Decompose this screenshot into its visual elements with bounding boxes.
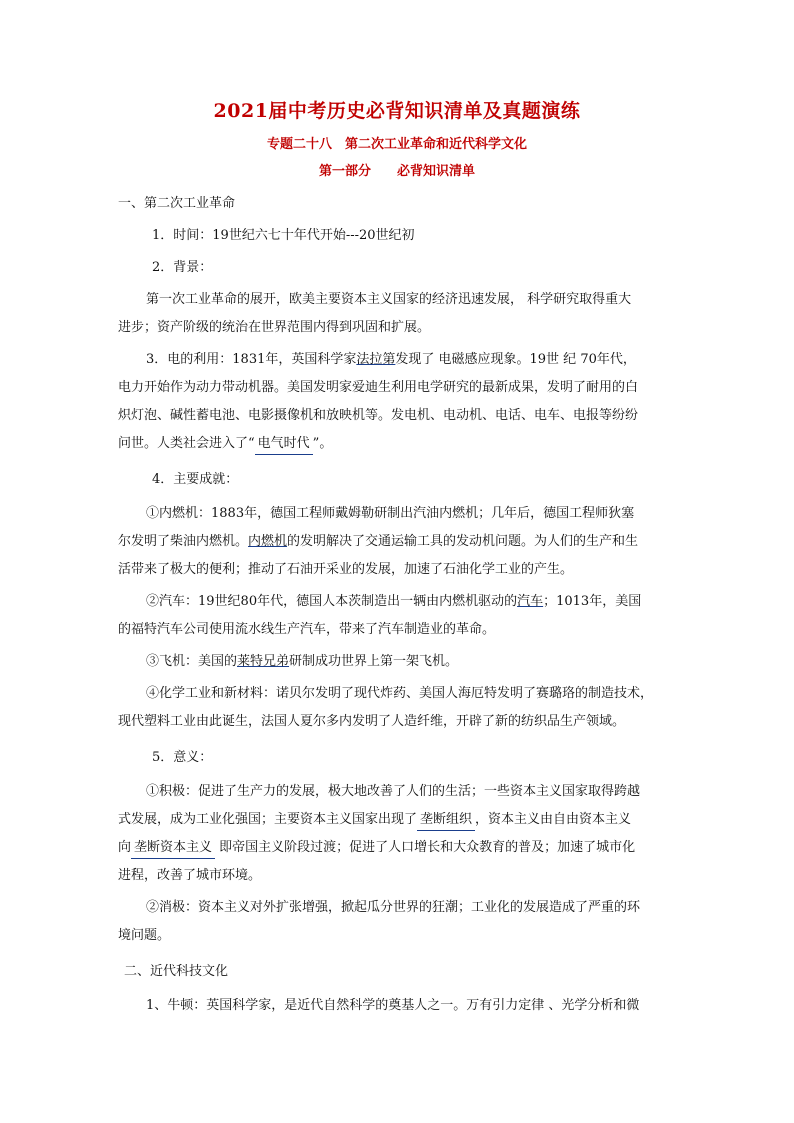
keyword-faraday: 法拉第	[356, 352, 396, 367]
section-heading-2: 二、近代科技文化	[124, 964, 229, 979]
paragraph-newton-line1: 1、牛顿：英国科学家，是近代自然科学的奠基人之一。万有引力定律 、光学分析和微	[146, 998, 640, 1013]
paragraph-time: 1．时间：19世纪六七十年代开始---20世纪初	[152, 228, 415, 243]
paragraph-airplane: ③飞机：美国的莱特兄弟研制成功世界上第一架飞机。	[146, 654, 459, 669]
paragraph-engine-line2: 尔发明了柴油内燃机。内燃机的发明解决了交通运输工具的发动机问题。为人们的生产和生	[118, 534, 639, 549]
keyword-wright-brothers: 莱特兄弟	[237, 654, 290, 669]
paragraph-electricity-line2: 电力开始作为动力带动机器。美国发明家爱迪生利用电学研究的最新成果，发明了耐用的白	[118, 380, 639, 395]
part-heading	[0, 160, 794, 179]
keyword-electric-age: 电气时代	[255, 434, 313, 455]
paragraph-background-line1: 第一次工业革命的展开，欧美主要资本主义国家的经济迅速发展， 科学研究取得重大	[146, 292, 632, 307]
keyword-engine: 内燃机	[248, 534, 288, 549]
paragraph-chemistry-line2: 现代塑料工业由此诞生，法国人夏尔多内发明了人造纤维，开辟了新的纺织品生产领域。	[118, 714, 626, 729]
document-title: 2021届中考历史必背知识清单及真题演练	[213, 100, 581, 122]
keyword-car: 汽车	[517, 594, 544, 609]
part-name: 必背知识清单	[397, 164, 476, 179]
paragraph-negative-line1: ②消极：资本主义对外扩张增强，掀起瓜分世界的狂潮；工业化的发展造成了严重的环	[146, 900, 641, 915]
paragraph-background-line2: 进步；资产阶级的统治在世界范围内得到巩固和扩展。	[118, 320, 431, 335]
paragraph-chemistry-line1: ④化学工业和新材料：诺贝尔发明了现代炸药、美国人海厄特发明了赛璐珞的制造技术，	[146, 686, 654, 701]
paragraph-positive-line1: ①积极：促进了生产力的发展，极大地改善了人们的生活；一些资本主义国家取得跨越	[146, 784, 641, 799]
paragraph-car-line2: 的福特汽车公司使用流水线生产汽车，带来了汽车制造业的革命。	[118, 622, 496, 637]
paragraph-electricity-line4: 问世。人类社会进入了“ 电气时代 ”。	[118, 434, 678, 455]
paragraph-positive-line3: 向 垄断资本主义 即帝国主义阶段过渡；促进了人口增长和大众教育的普及；加速了城市化	[118, 838, 678, 859]
keyword-monopoly-capitalism: 垄断资本主义	[131, 838, 215, 859]
paragraph-background-label: 2．背景：	[152, 260, 213, 275]
paragraph-positive-line4: 进程，改善了城市环境。	[118, 868, 262, 883]
topic-subtitle: 专题二十八 第二次工业革命和近代科学文化	[266, 137, 527, 152]
paragraph-electricity-line1: 3．电的利用：1831年，英国科学家法拉第发现了 电磁感应现象。19世 纪 70年代，	[146, 352, 636, 367]
paragraph-engine-line1: ①内燃机：1883年，德国工程师戴姆勒研制出汽油内燃机；几年后，德国工程师狄塞	[146, 506, 635, 521]
paragraph-achievements-label: 4．主要成就：	[152, 472, 239, 487]
paragraph-electricity-line3: 炽灯泡、碱性蓄电池、电影摄像机和放映机等。发电机、电动机、电话、电车、电报等纷纷	[118, 408, 639, 423]
paragraph-engine-line3: 活带来了极大的便利；推动了石油开采业的发展，加速了石油化学工业的产生。	[118, 562, 574, 577]
section-heading-1: 一、第二次工业革命	[118, 196, 236, 211]
paragraph-positive-line2: 式发展，成为工业化强国；主要资本主义国家出现了 垄断组织 ，资本主义由自由资本主义	[118, 810, 678, 831]
paragraph-significance-label: 5．意义：	[152, 750, 213, 765]
keyword-monopoly-organization: 垄断组织	[417, 810, 475, 831]
paragraph-negative-line2: 境问题。	[118, 928, 171, 943]
part-number: 第一部分	[318, 164, 371, 179]
paragraph-car-line1: ②汽车：19世纪80年代，德国人本茨制造出一辆由内燃机驱动的汽车；1013年，美国	[146, 594, 642, 609]
